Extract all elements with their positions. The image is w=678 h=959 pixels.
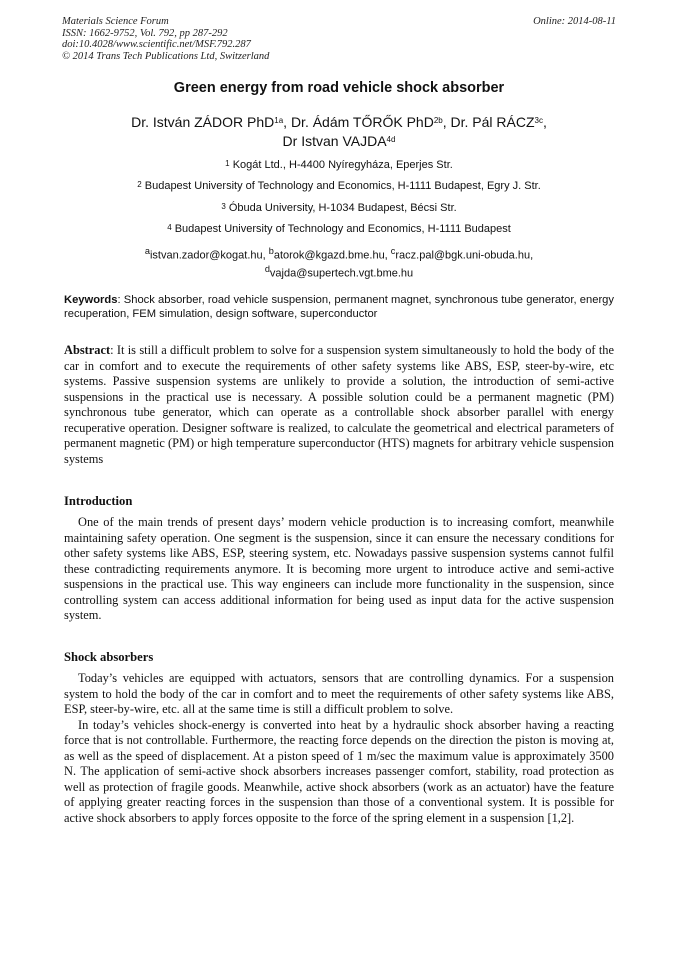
author-sup: 1a: [274, 116, 284, 125]
journal-copyright: © 2014 Trans Tech Publications Ltd, Switzerland: [62, 50, 270, 62]
introduction-body: [64, 515, 614, 624]
affiliation-sup: 1: [225, 159, 230, 168]
author-sup: 3c: [534, 116, 543, 125]
email-link[interactable]: vajda@supertech.vgt.bme.hu: [269, 267, 414, 280]
affiliation-text: Budapest University of Technology and Economics, H-1111 Budapest: [174, 223, 511, 235]
author-sup: 4d: [386, 135, 396, 144]
author-sep: ,: [283, 114, 291, 130]
section-heading-shock-absorbers: Shock absorbers: [64, 650, 154, 664]
email-link[interactable]: atorok@kgazd.bme.hu,: [273, 249, 391, 262]
author-emails: [60, 245, 618, 280]
email-sup: a: [144, 246, 150, 256]
online-date: Online: 2014-08-11: [533, 16, 616, 27]
affiliation: [40, 223, 638, 236]
keywords-block: [64, 293, 614, 321]
author-name: Dr. Pál RÁCZ: [450, 114, 535, 130]
author-list: [60, 113, 618, 151]
keywords-text: : Shock absorber, road vehicle suspension, permanent magnet, synchronous tube generator, energy recuperation, FEM simulation, design software, superconductor: [64, 294, 614, 320]
section-heading-introduction: Introduction: [64, 494, 133, 508]
paragraph: One of the main trends of present days’ modern vehicle production is to increasing comfort, meanwhile maintaining safety operation. One segment is the suspension, since it can ensure the necessary conditions for other safety systems like ABS, ESP, steering system, etc. Nowadays passive suspension systems cannot fulfil these contradicting requirements anymore. It is becoming more urgent to introduce active and semi-active suspensions in the practical use. This way engineers can include more functionality in the suspension, since controlling system can access additional information for being used as input data for the active suspension system.: [64, 515, 614, 622]
keywords-label: Keywords: [64, 294, 118, 306]
email-sup: c: [390, 246, 396, 256]
affiliation-text: Kogát Ltd., H-4400 Nyíregyháza, Eperjes Str.: [232, 159, 453, 171]
affiliation-text: Óbuda University, H-1034 Budapest, Bécsi Str.: [228, 202, 457, 214]
journal-header: [62, 16, 269, 62]
paper-title: Green energy from road vehicle shock absorber: [173, 80, 505, 96]
affiliation: [40, 159, 638, 172]
affiliation: [40, 180, 638, 193]
paragraph: Today’s vehicles are equipped with actuators, sensors that are controlling dynamics. For a suspension system to hold the body of the car in comfort and to meet the requirements of other safety systems like ABS, ESP, steer-by-wire, etc. all at the same time is still a difficult problem to solve.: [64, 671, 614, 716]
email-sup: d: [264, 263, 270, 274]
shock-absorbers-body: [64, 671, 614, 826]
email-link[interactable]: istvan.zador@kogat.hu,: [149, 249, 269, 262]
author-name: Dr Istvan VAJDA: [282, 133, 387, 149]
email-link[interactable]: racz.pal@bgk.uni-obuda.hu,: [395, 249, 534, 262]
author-name: Dr. István ZÁDOR PhD: [131, 114, 275, 130]
abstract-block: [64, 343, 614, 467]
journal-doi: doi:10.4028/www.scientific.net/MSF.792.287: [62, 39, 251, 50]
author-name: Dr. Ádám TŐRŐK PhD: [290, 114, 434, 130]
author-sep: ,: [442, 114, 451, 130]
affiliation-sup: 2: [137, 180, 142, 189]
journal-name: Materials Science Forum: [62, 16, 169, 27]
author-sup: 2b: [433, 116, 443, 125]
affiliation-sup: 3: [221, 202, 226, 211]
author-sep: ,: [543, 114, 547, 130]
abstract-text: : It is still a difficult problem to solve for a suspension system simultaneously to hold the body of the car in comfort and to execute the requirements of other safety systems like ABS, ESP, steer-by-wire, etc systems. Passive suspension systems are unlikely to provide a solution, the introduction of semi-active suspensions in the practical use is necessary. A possible solution could be a permanent magnetic (PM) synchronous tube generator, which can operate as a controllable shock absorber parallel with energy recuperative operation. Designer software is realized, to calculate the geometrical and electrical parameters of permanent magnetic (PM) or high temperature superconductor (HTS) magnets for arbitrary vehicle suspension systems: [64, 343, 614, 466]
paragraph: In today’s vehicles shock-energy is converted into heat by a hydraulic shock absorber having a reacting force that is not controllable. Furthermore, the reacting force depends on the direction the piston is moving at, as well as the speed of displacement. At a piston speed of 1 m/sec the maximum value is approximately 3500 N. The application of semi-active shock absorbers increases passenger comfort, stability, road protection as well as protection of fragile goods. Meanwhile, active shock absorbers (work as an actuator) have the feature of applying greater reacting forces in the suspension than those of a conventional system. It is possible for active shock absorbers to apply forces opposite to the force of the spring element in a suspension [1,2].: [64, 717, 614, 825]
abstract-label: Abstract: [64, 343, 111, 357]
affiliation-sup: 4: [167, 223, 172, 232]
email-sup: b: [268, 246, 274, 256]
affiliation-text: Budapest University of Technology and Economics, H-1111 Budapest, Egry J. Str.: [144, 180, 541, 192]
journal-issn: ISSN: 1662-9752, Vol. 792, pp 287-292: [62, 27, 228, 39]
affiliation: [40, 202, 638, 215]
